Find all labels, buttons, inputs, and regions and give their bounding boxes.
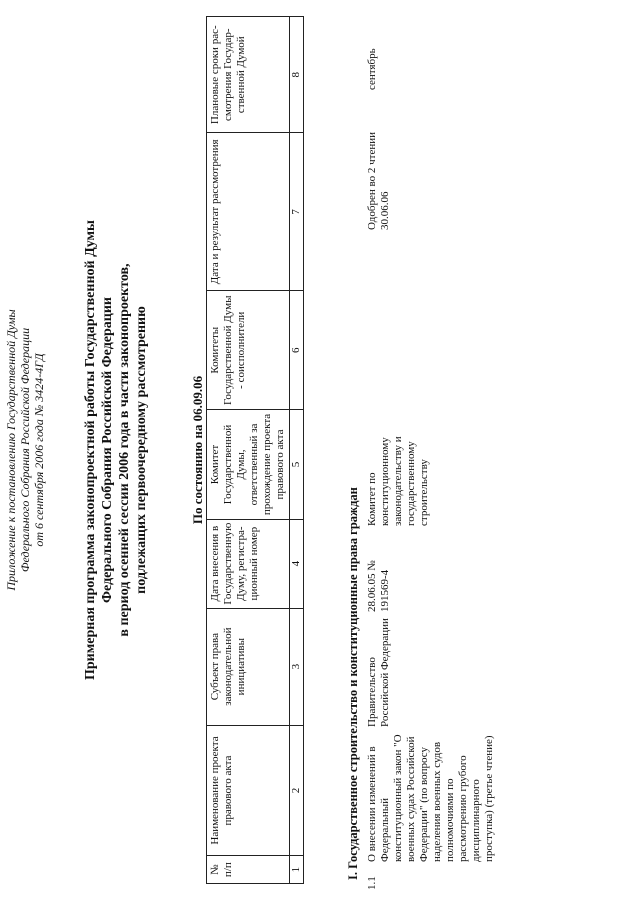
header-co-committees: Комитеты Государственной Думы - соисполнители — [207, 291, 290, 410]
header-num: № п/п — [207, 856, 290, 884]
row-subject: Правительство Российской Федерации — [366, 618, 391, 727]
appendix-line: Федерального Собрания Российской Федерации — [18, 327, 32, 573]
row-number: 1.1 — [366, 876, 378, 890]
column-number: 3 — [290, 608, 304, 725]
title-line: в период осенней сессии 2006 года в части законопроектов, — [117, 263, 132, 637]
column-number: 1 — [290, 856, 304, 884]
header-committee: Комитет Государственной Думы, ответственный за прохождение проекта правового акта — [207, 410, 290, 519]
appendix-line: от 6 сентября 2006 года № 3424-4ГД — [32, 353, 46, 547]
column-number: 6 — [290, 291, 304, 410]
column-number-row — [290, 17, 304, 884]
header-name: Наименование проекта правового акта — [207, 725, 290, 856]
column-number: 5 — [290, 410, 304, 519]
table-header-row — [207, 17, 290, 884]
row-result: Одобрен во 2 чтении 30.06.06 — [366, 131, 391, 230]
column-number: 2 — [290, 725, 304, 856]
column-number: 7 — [290, 133, 304, 291]
state-date: По состоянию на 06.09.06 — [190, 375, 205, 525]
program-table — [206, 16, 304, 884]
row-bill-name: О внесении изменений в Федеральный конституционный закон "О военных судах Российской Федерации" (по вопросу наделения военных судов полномочиями по рассмотрению грубого дисциплинарного проступка) (третье чтение) — [366, 734, 495, 862]
column-number: 8 — [290, 17, 304, 133]
title-line: подлежащих первоочередному рассмотрению — [134, 306, 149, 594]
document-title — [82, 0, 150, 900]
header-date: Дата внесения в Государственную Думу, регистра-ционный номер — [207, 519, 290, 608]
header-subject: Субъект права законодательной инициативы — [207, 608, 290, 725]
title-line: Примерная программа законопроектной работы Государственной Думы — [83, 220, 98, 681]
appendix-note — [4, 0, 46, 900]
row-date-registration: 28.06.05 № 191569-4 — [366, 560, 391, 612]
title-line: Федерального Собрания Российской Федерации — [100, 297, 115, 603]
row-planned: сентябрь — [366, 48, 378, 90]
row-committee: Комитет по конституционному законодательству и государственному строительству — [366, 436, 430, 526]
column-number: 4 — [290, 519, 304, 608]
header-planned: Плановые сроки рас-смотрения Государ-ственной Думой — [207, 17, 290, 133]
appendix-line: Приложение к постановлению Государственной Думы — [4, 309, 18, 591]
section-title: I. Государственное строительство и конституционные права граждан — [346, 487, 360, 880]
header-result: Дата и результат рассмотрения — [207, 133, 290, 291]
